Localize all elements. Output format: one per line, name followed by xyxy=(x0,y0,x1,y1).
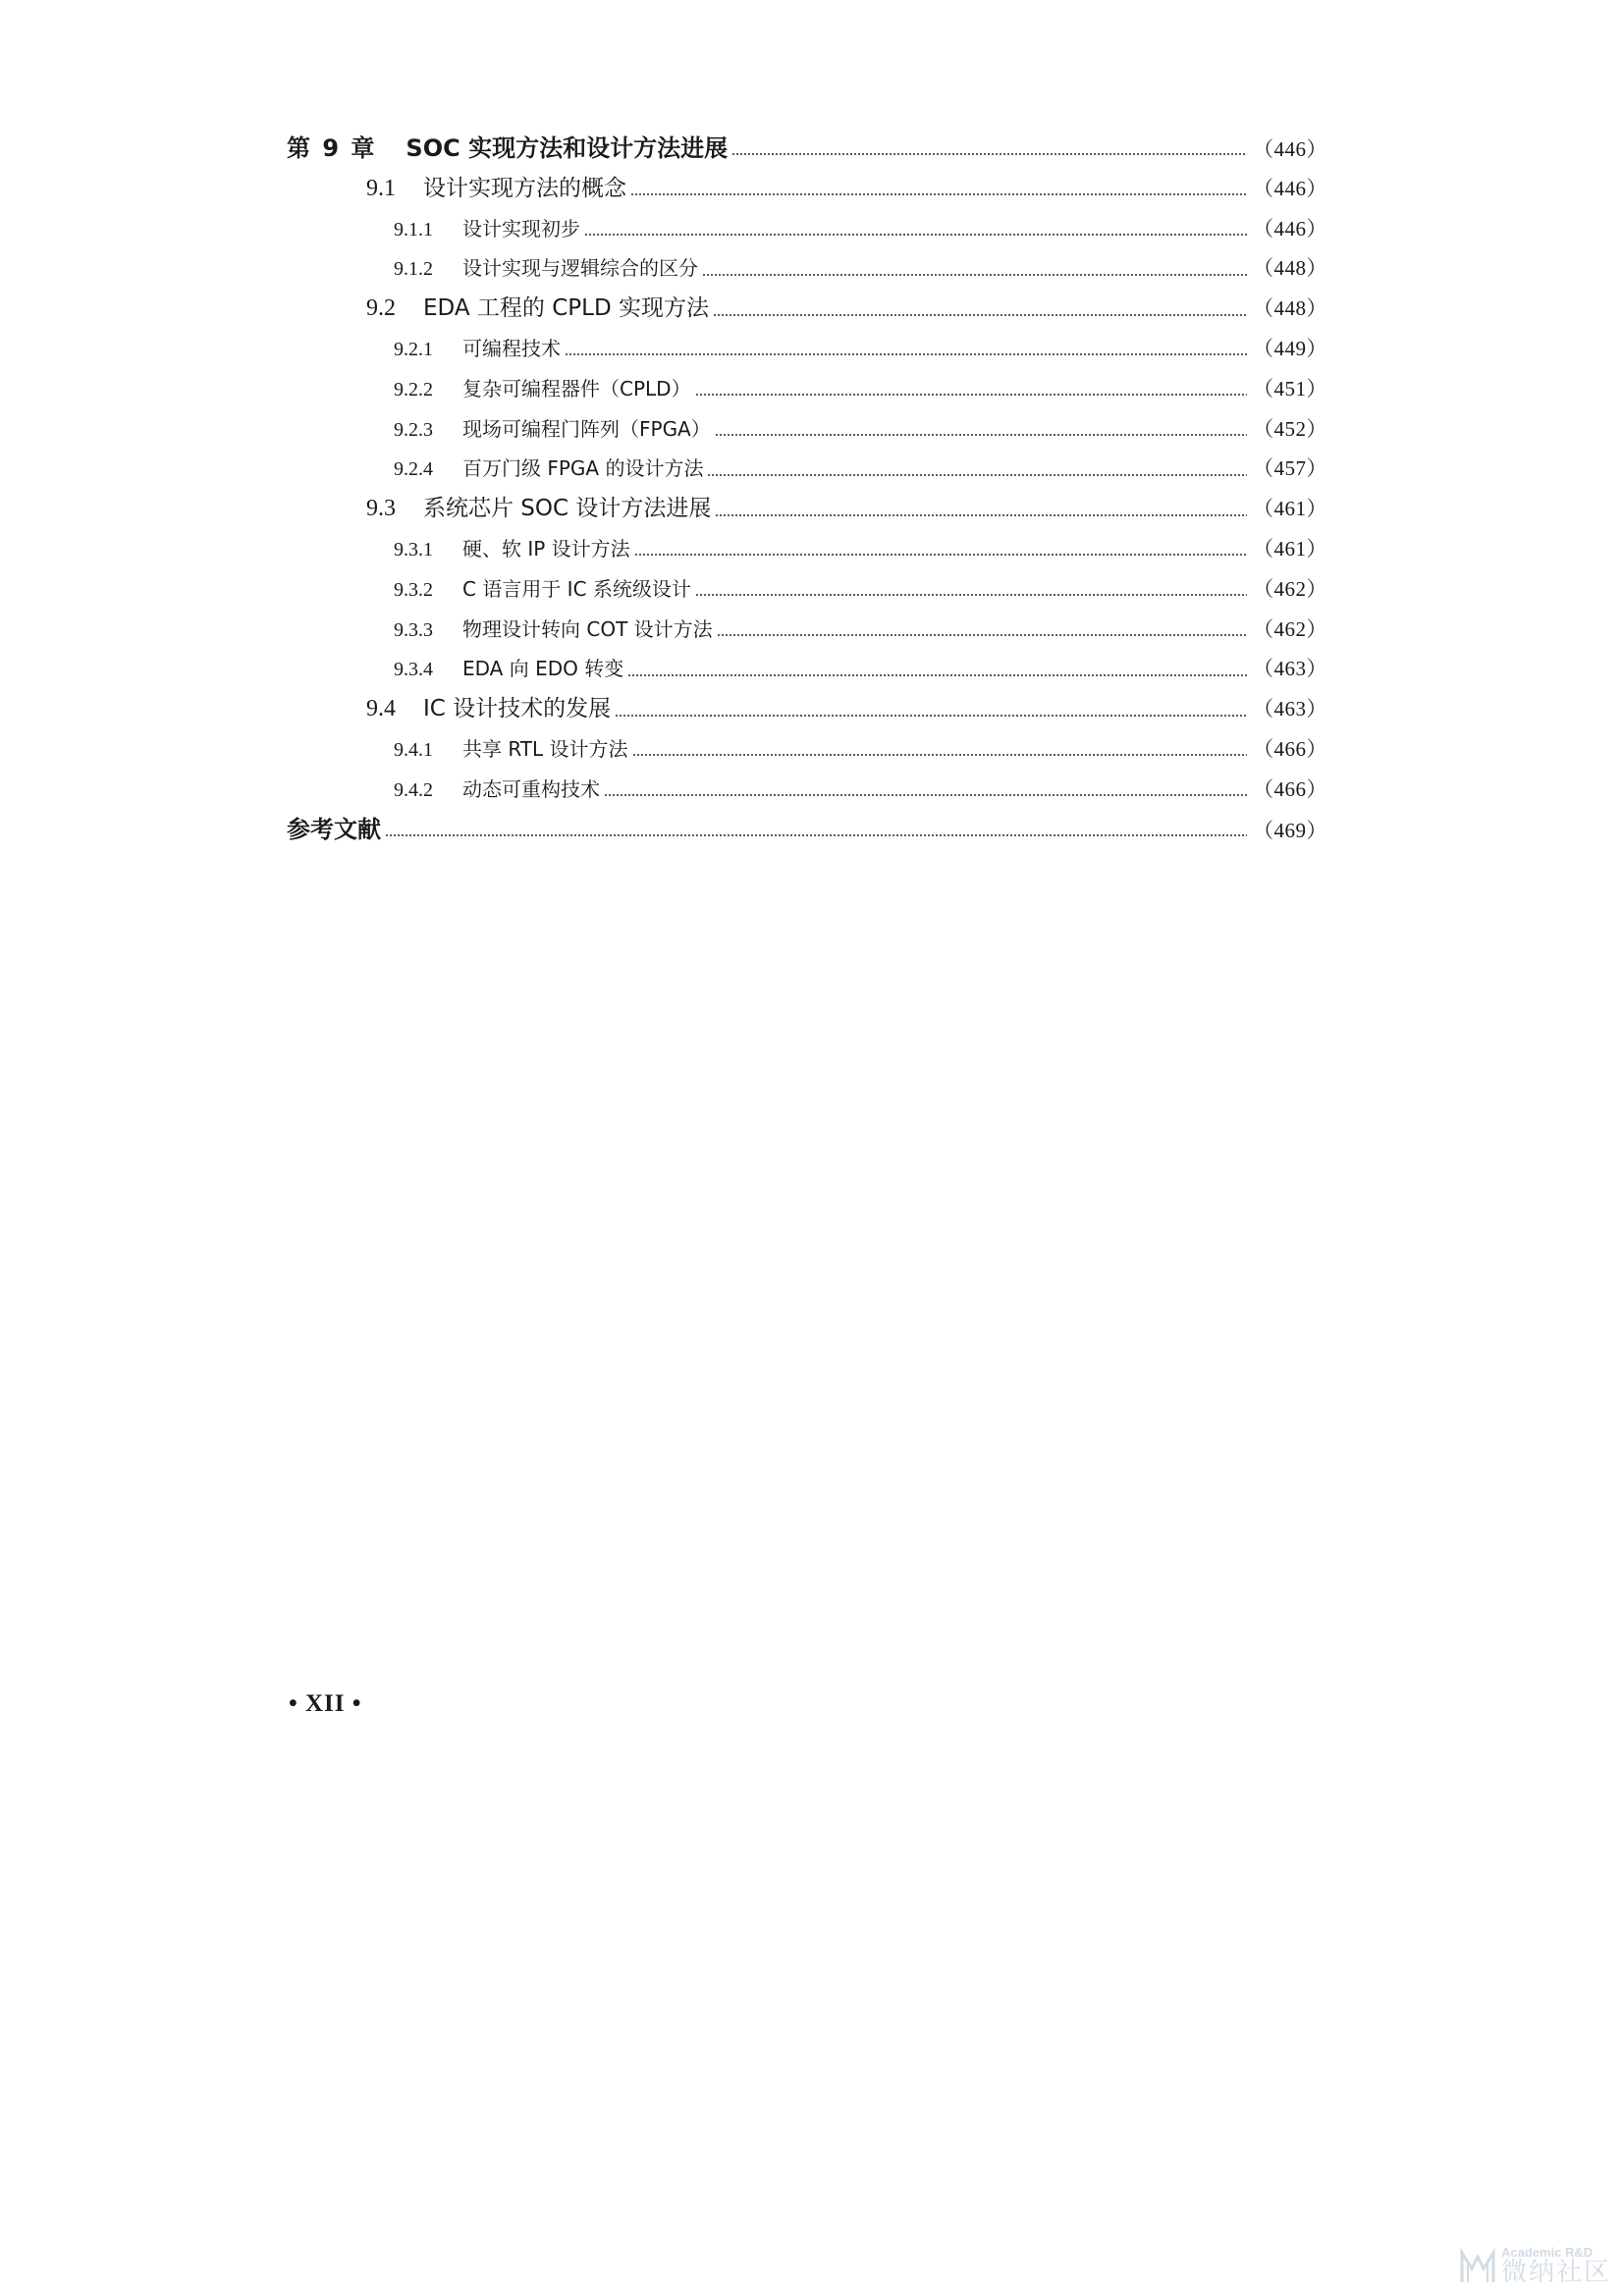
toc-title: 共享 RTL 设计方法 xyxy=(462,736,628,761)
toc-title: 系统芯片 SOC 设计方法进展 xyxy=(423,496,712,522)
toc-title: EDA 向 EDO 转变 xyxy=(462,657,624,681)
dot-leader xyxy=(565,353,1247,355)
toc-title: SOC 实现方法和设计方法进展 xyxy=(406,134,729,162)
dot-leader xyxy=(630,193,1247,195)
dot-leader xyxy=(385,834,1247,836)
toc-number: 9.2.3 xyxy=(394,418,433,441)
dot-leader xyxy=(632,754,1247,756)
toc-page: （462） xyxy=(1253,616,1327,641)
toc-page: （449） xyxy=(1253,336,1327,360)
toc-subsection-9-1-2[interactable] xyxy=(287,248,1327,289)
dot-leader xyxy=(695,394,1247,396)
toc-title: 复杂可编程器件（CPLD） xyxy=(462,376,691,400)
toc-number: 9.1.1 xyxy=(394,218,433,240)
dot-leader xyxy=(604,794,1247,796)
toc-page: （451） xyxy=(1253,376,1327,400)
dot-leader xyxy=(615,715,1247,717)
dot-leader xyxy=(717,634,1247,636)
toc-page: （448） xyxy=(1253,256,1327,281)
toc-page: （463） xyxy=(1253,697,1327,721)
toc-subsection-9-4-1[interactable] xyxy=(287,729,1327,770)
toc-number: 9.2.2 xyxy=(394,378,433,400)
dot-leader xyxy=(707,474,1247,476)
toc-number: 第 9 章 xyxy=(287,134,377,162)
dot-leader xyxy=(731,153,1247,155)
toc-title: 硬、软 IP 设计方法 xyxy=(462,536,630,561)
toc-page: （446） xyxy=(1253,137,1327,161)
toc-page: （462） xyxy=(1253,576,1327,601)
toc-page: （446） xyxy=(1253,176,1327,200)
watermark-cn: 微纳社区 xyxy=(1500,2257,1611,2287)
toc-subsection-9-3-1[interactable] xyxy=(287,529,1327,569)
toc-number: 9.2 xyxy=(366,295,396,322)
toc-page: （446） xyxy=(1253,216,1327,240)
toc-page: （466） xyxy=(1253,776,1327,801)
toc-number: 9.4.1 xyxy=(394,738,433,761)
toc-page: （457） xyxy=(1253,456,1327,481)
toc-subsection-9-4-2[interactable] xyxy=(287,770,1327,810)
toc-title: 动态可重构技术 xyxy=(462,776,600,801)
academic-logo-icon xyxy=(1458,2247,1497,2286)
toc-number: 9.3.2 xyxy=(394,578,433,601)
toc-subsection-9-2-4[interactable] xyxy=(287,449,1327,489)
toc-section-9-1[interactable] xyxy=(287,169,1327,209)
toc-page: （466） xyxy=(1253,736,1327,761)
toc-title: 物理设计转向 COT 设计方法 xyxy=(462,616,713,641)
toc-number: 9.3.1 xyxy=(394,538,433,561)
toc-subsection-9-2-3[interactable] xyxy=(287,409,1327,450)
toc-number: 9.2.1 xyxy=(394,338,433,360)
toc-subsection-9-3-3[interactable] xyxy=(287,610,1327,650)
toc-title: 设计实现与逻辑综合的区分 xyxy=(462,256,698,281)
toc-title: 可编程技术 xyxy=(462,336,561,360)
toc-subsection-9-3-4[interactable] xyxy=(287,649,1327,689)
toc-title: EDA 工程的 CPLD 实现方法 xyxy=(423,295,709,322)
toc-number: 9.1.2 xyxy=(394,258,433,281)
toc-number: 9.3.4 xyxy=(394,659,433,681)
toc-subsection-9-2-2[interactable] xyxy=(287,369,1327,409)
toc-subsection-9-3-2[interactable] xyxy=(287,569,1327,610)
dot-leader xyxy=(634,554,1247,556)
watermark-en: Academic R&D xyxy=(1500,2245,1594,2261)
table-of-contents xyxy=(287,129,1327,849)
toc-page: （461） xyxy=(1253,536,1327,561)
dot-leader xyxy=(584,234,1247,236)
dot-leader xyxy=(627,674,1247,676)
toc-title: 设计实现初步 xyxy=(462,216,580,240)
toc-subsection-9-2-1[interactable] xyxy=(287,329,1327,369)
dot-leader xyxy=(702,274,1247,276)
toc-references[interactable] xyxy=(287,810,1327,850)
toc-page: （469） xyxy=(1253,818,1327,842)
dot-leader xyxy=(715,434,1247,436)
dot-leader xyxy=(713,314,1247,316)
toc-page: （463） xyxy=(1253,657,1327,681)
toc-title: C 语言用于 IC 系统级设计 xyxy=(462,576,691,601)
page-number: • XII • xyxy=(289,1690,362,1717)
toc-number: 9.1 xyxy=(366,175,396,201)
toc-number: 9.2.4 xyxy=(394,458,433,481)
toc-number: 9.4.2 xyxy=(394,778,433,801)
watermark xyxy=(1458,2246,1611,2286)
toc-section-9-3[interactable] xyxy=(287,489,1327,529)
toc-page: （461） xyxy=(1253,497,1327,521)
toc-title: 参考文献 xyxy=(287,815,381,843)
toc-number: 9.3.3 xyxy=(394,618,433,641)
toc-subsection-9-1-1[interactable] xyxy=(287,209,1327,249)
toc-title: 现场可编程门阵列（FPGA） xyxy=(462,416,711,441)
toc-title: IC 设计技术的发展 xyxy=(423,696,612,722)
toc-page: （448） xyxy=(1253,296,1327,321)
toc-number: 9.3 xyxy=(366,496,396,522)
toc-title: 百万门级 FPGA 的设计方法 xyxy=(462,456,704,481)
dot-leader xyxy=(695,594,1247,596)
toc-title: 设计实现方法的概念 xyxy=(423,175,626,201)
toc-number: 9.4 xyxy=(366,696,396,722)
toc-section-9-4[interactable] xyxy=(287,689,1327,729)
dot-leader xyxy=(715,514,1247,516)
toc-page: （452） xyxy=(1253,416,1327,441)
toc-chapter-9[interactable] xyxy=(287,129,1327,169)
toc-section-9-2[interactable] xyxy=(287,289,1327,329)
